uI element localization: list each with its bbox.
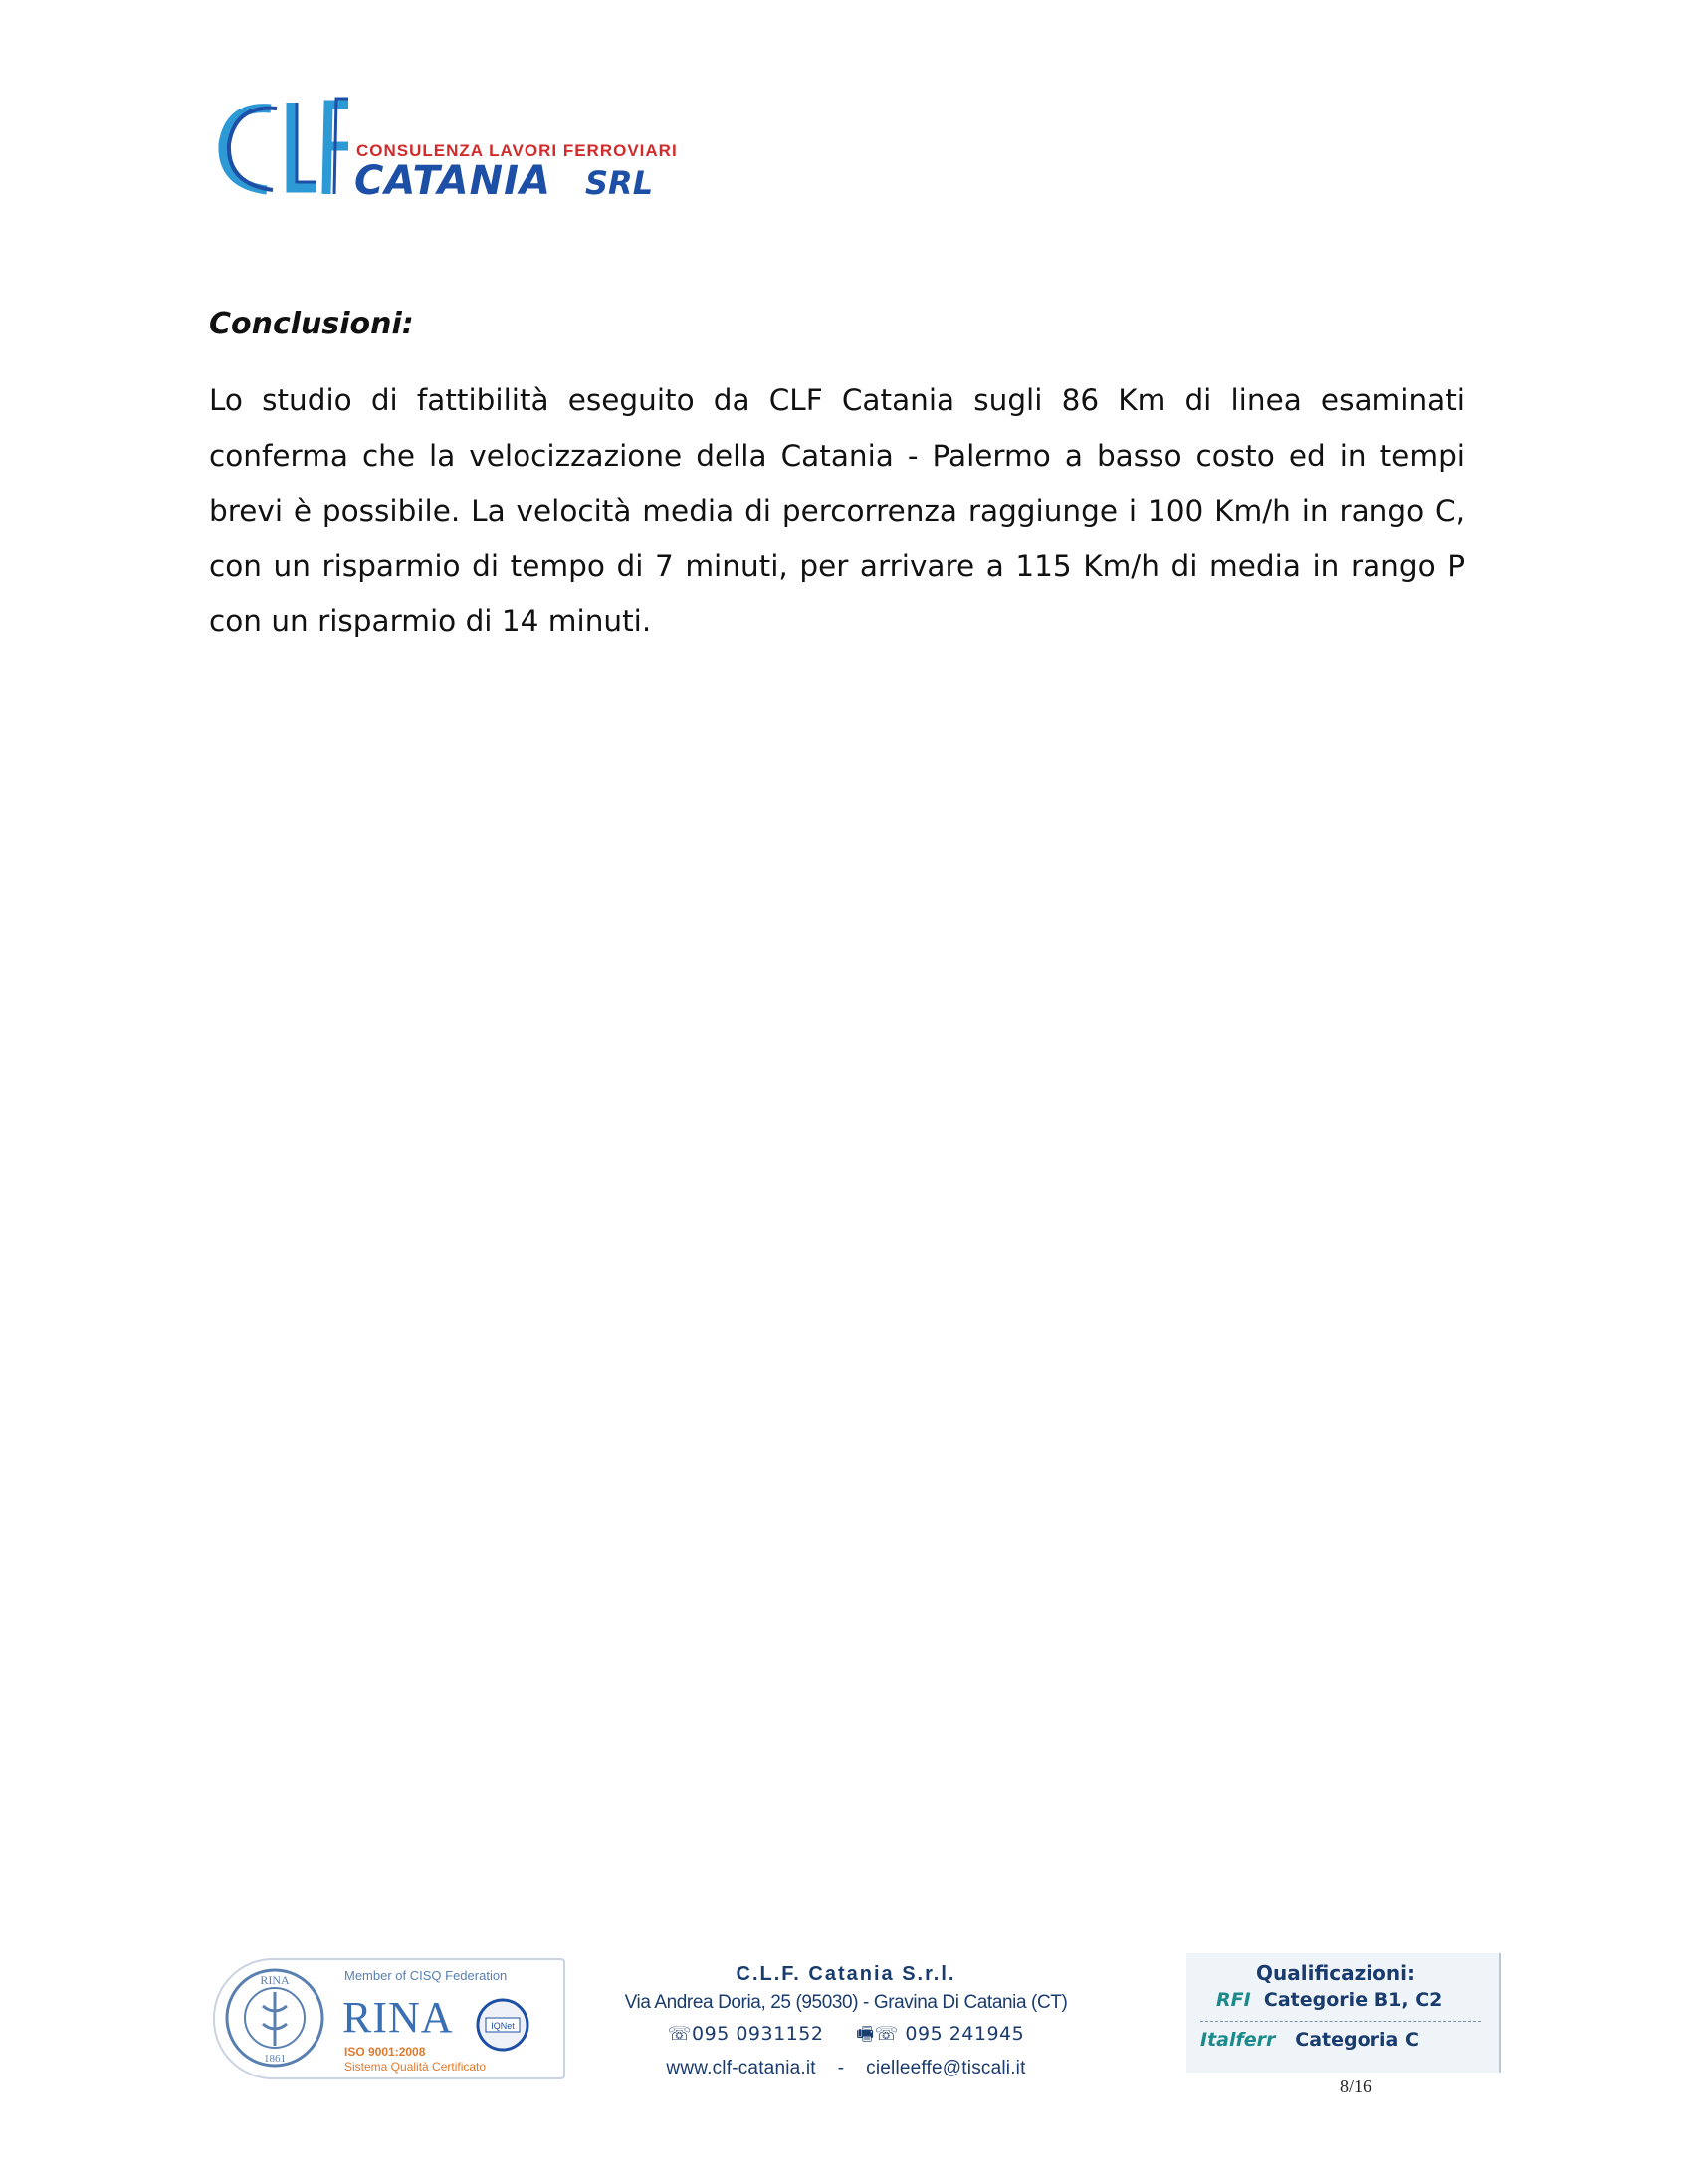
rfi-label: RFI (1216, 1989, 1251, 2011)
italferr-qualification (1200, 2029, 1419, 2051)
rina-quality-text: Sistema Qualità Certificato (344, 2060, 487, 2074)
conclusion-paragraph: Lo studio di fattibilità eseguito da CLF Catania sugli 86 Km di linea esaminati conferma che la velocizzazione della Catania - Palermo a basso costo ed in tempi brevi è possibile. La velocità media di percorrenza raggiunge i 100 Km/h in rango C, con un risparmio di tempo di 7 minuti, per arrivare a 115 Km/h di media in rango P con un risparmio di 14 minuti. (209, 383, 1465, 638)
iqnet-icon (476, 1998, 529, 2052)
italferr-value: Categoria C (1295, 2029, 1419, 2051)
rina-name: RINA (342, 1993, 454, 2042)
rfi-qualification (1216, 1989, 1442, 2011)
qualifications-title: Qualificazioni: (1256, 1961, 1415, 1985)
company-fax: 🖷☏ 095 241945 (856, 2023, 1025, 2045)
iqnet-text: IQNet (491, 2021, 515, 2031)
rina-iso-text: ISO 9001:2008 (344, 2045, 426, 2059)
company-address: Via Andrea Doria, 25 (95030) - Gravina Di Catania (CT) (624, 1992, 1068, 2013)
rina-seal-year: 1861 (264, 2053, 286, 2065)
company-phones (597, 2020, 1095, 2052)
rina-member-text: Member of CISQ Federation (344, 1968, 508, 1983)
company-logo (209, 95, 677, 204)
company-name: C.L.F. Catania S.r.l. (736, 1963, 956, 1985)
rina-seal-text: RINA (260, 1973, 290, 1987)
rfi-value: Categorie B1, C2 (1263, 1989, 1443, 2011)
company-website: www.clf-catania.it (666, 2058, 816, 2078)
qualifications-divider (1200, 2021, 1481, 2022)
logo-suffix: SRL (585, 164, 654, 202)
rina-seal-icon (223, 1966, 326, 2070)
logo-tagline: CONSULENZA LAVORI FERROVIARI (356, 141, 677, 160)
page-number: 8/16 (1340, 2076, 1372, 2096)
qualifications-box (1186, 1953, 1501, 2073)
section-heading: Conclusioni: (209, 307, 414, 341)
company-email: cielleeffe@tiscali.it (866, 2058, 1026, 2078)
company-contacts (597, 2058, 1095, 2079)
company-phone: ☏095 0931152 (667, 2023, 824, 2045)
italferr-label: Italferr (1200, 2029, 1276, 2051)
company-info (597, 1963, 1095, 2079)
clf-logo-graphic (209, 95, 677, 204)
contact-separator: - (837, 2058, 845, 2078)
rina-certification-badge (213, 1958, 565, 2079)
logo-name: CATANIA (354, 158, 551, 204)
